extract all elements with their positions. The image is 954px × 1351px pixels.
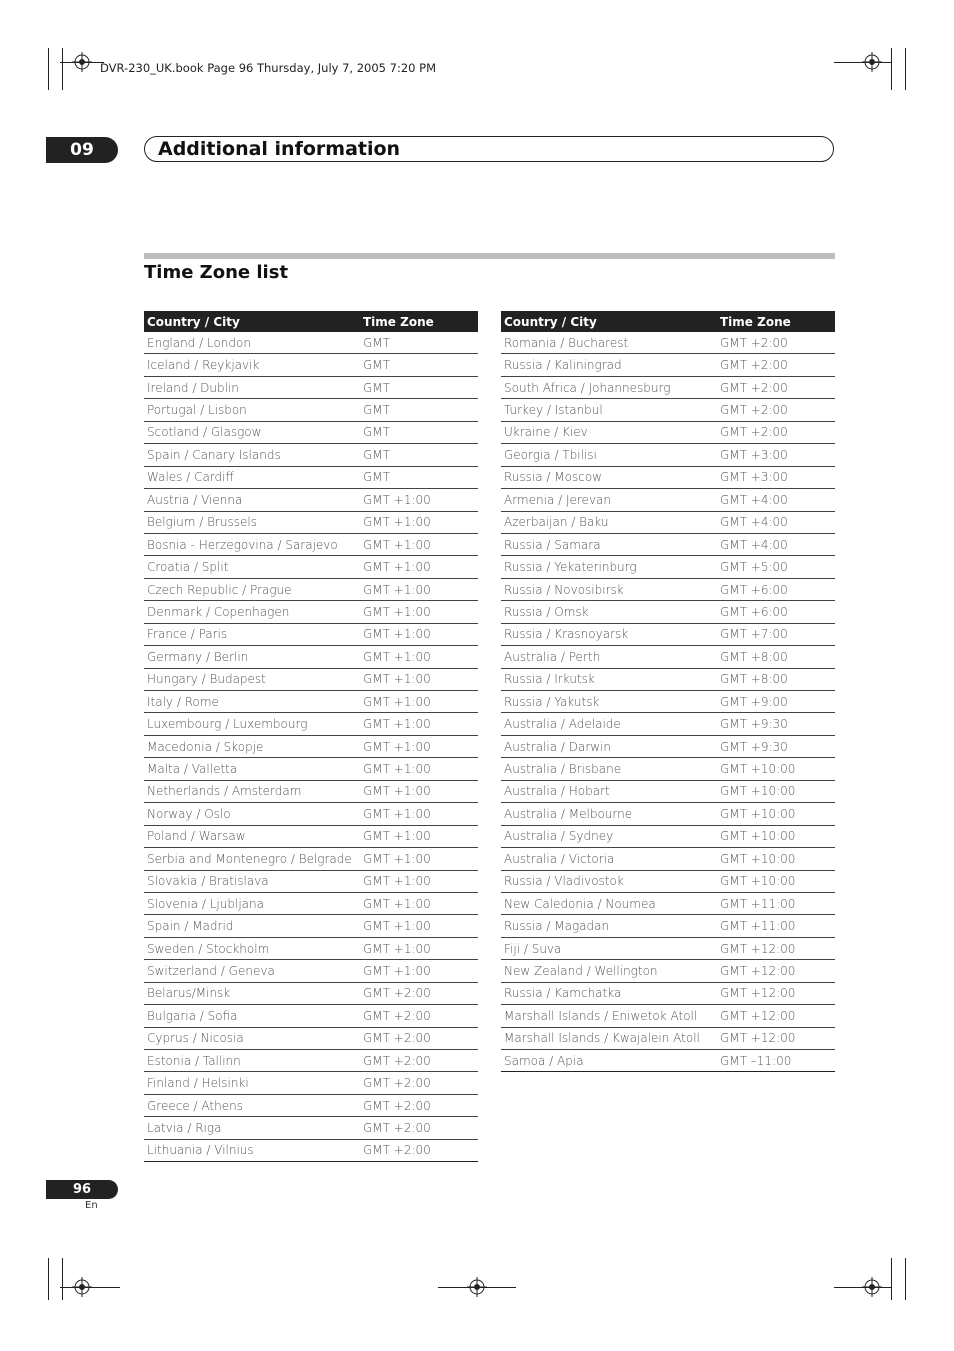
country-city-cell: Russia / Omsk [501,601,717,623]
country-city-cell: Finland / Helsinki [144,1072,360,1094]
country-city-cell: Hungary / Budapest [144,668,360,690]
country-city-cell: Wales / Cardiff [144,466,360,488]
time-zone-cell: GMT +1:00 [360,758,478,780]
time-zone-cell: GMT +1:00 [360,556,478,578]
table-row [144,354,478,376]
time-zone-cell: GMT +9:00 [717,691,835,713]
time-zone-cell: GMT +4:00 [717,489,835,511]
table-row [501,354,835,376]
table-row [144,332,478,354]
crop-mark [48,48,49,90]
country-city-cell: Scotland / Glasgow [144,421,360,443]
country-city-cell: Russia / Magadan [501,915,717,937]
table-row [501,870,835,892]
country-city-cell: Russia / Novosibirsk [501,578,717,600]
country-city-cell: Russia / Vladivostok [501,870,717,892]
time-zone-cell: GMT +1:00 [360,803,478,825]
country-city-cell: France / Paris [144,623,360,645]
country-city-cell: Czech Republic / Prague [144,578,360,600]
time-zone-cell: GMT +1:00 [360,713,478,735]
time-zone-cell: GMT +1:00 [360,646,478,668]
time-zone-cell: GMT +2:00 [717,376,835,398]
country-city-cell: Cyprus / Nicosia [144,1027,360,1049]
table-row [501,982,835,1004]
country-city-cell: Russia / Kamchatka [501,982,717,1004]
country-city-cell: Australia / Sydney [501,825,717,847]
table-row [144,915,478,937]
country-city-cell: Belarus/Minsk [144,982,360,1004]
time-zone-cell: GMT +2:00 [360,1072,478,1094]
time-zone-cell: GMT +1:00 [360,489,478,511]
chapter-title: Additional information [158,138,401,160]
country-city-cell: Malta / Valletta [144,758,360,780]
table-row [144,870,478,892]
table-row [501,691,835,713]
time-zone-cell: GMT +6:00 [717,578,835,600]
table-row [144,1050,478,1072]
registration-mark-icon [72,52,92,72]
time-zone-table-left [144,311,478,1162]
column-header-time-zone: Time Zone [360,311,478,332]
page-number-badge: 96 [46,1180,118,1199]
table-row [501,713,835,735]
crop-mark [62,48,63,90]
table-row [144,780,478,802]
registration-mark-icon [72,1277,92,1297]
table-row [144,646,478,668]
crop-mark [891,48,892,90]
time-zone-cell: GMT +12:00 [717,960,835,982]
country-city-cell: Latvia / Riga [144,1117,360,1139]
time-zone-cell: GMT +10:00 [717,848,835,870]
table-row [501,489,835,511]
table-row [501,578,835,600]
country-city-cell: Georgia / Tbilisi [501,444,717,466]
table-row [501,332,835,354]
country-city-cell: Serbia and Montenegro / Belgrade [144,848,360,870]
table-row [144,960,478,982]
table-row [501,623,835,645]
country-city-cell: Greece / Athens [144,1094,360,1116]
table-row [501,915,835,937]
time-zone-cell: GMT [360,332,478,354]
country-city-cell: Russia / Yekaterinburg [501,556,717,578]
crop-mark [891,1258,892,1300]
table-row [501,1005,835,1027]
table-row [144,466,478,488]
country-city-cell: Luxembourg / Luxembourg [144,713,360,735]
table-row [501,466,835,488]
country-city-cell: South Africa / Johannesburg [501,376,717,398]
table-row [501,668,835,690]
time-zone-cell: GMT +10:00 [717,758,835,780]
table-row [144,982,478,1004]
time-zone-cell: GMT +7:00 [717,623,835,645]
country-city-cell: Fiji / Suva [501,937,717,959]
chapter-title-box [144,136,834,162]
table-row [144,623,478,645]
table-row [144,803,478,825]
time-zone-cell: GMT +12:00 [717,1005,835,1027]
section-title: Time Zone list [144,262,289,283]
table-row [144,937,478,959]
country-city-cell: Samoa / Apia [501,1050,717,1072]
time-zone-cell: GMT +1:00 [360,623,478,645]
table-row [501,376,835,398]
time-zone-cell: GMT +11:00 [717,892,835,914]
country-city-cell: Germany / Berlin [144,646,360,668]
time-zone-cell: GMT +9:30 [717,735,835,757]
time-zone-cell: GMT +11:00 [717,915,835,937]
country-city-cell: Australia / Melbourne [501,803,717,825]
country-city-cell: Norway / Oslo [144,803,360,825]
table-row [144,601,478,623]
table-row [501,556,835,578]
time-zone-cell: GMT +1:00 [360,691,478,713]
time-zone-cell: GMT +2:00 [717,332,835,354]
table-row [501,1027,835,1049]
table-row [144,421,478,443]
country-city-cell: Slovenia / Ljubljana [144,892,360,914]
column-header-country-city: Country / City [501,311,717,332]
registration-mark-icon [862,1277,882,1297]
country-city-cell: Marshall Islands / Kwajalein Atoll [501,1027,717,1049]
table-row [144,1005,478,1027]
time-zone-cell: GMT +3:00 [717,444,835,466]
table-row [501,758,835,780]
time-zone-cell: GMT +2:00 [360,1005,478,1027]
country-city-cell: Turkey / Istanbul [501,399,717,421]
country-city-cell: Australia / Brisbane [501,758,717,780]
table-row [144,444,478,466]
time-zone-cell: GMT +1:00 [360,937,478,959]
table-row [144,1094,478,1116]
country-city-cell: Netherlands / Amsterdam [144,780,360,802]
time-zone-cell: GMT +12:00 [717,982,835,1004]
table-row [501,937,835,959]
time-zone-cell: GMT [360,444,478,466]
table-row [501,646,835,668]
country-city-cell: Austria / Vienna [144,489,360,511]
time-zone-cell: GMT +2:00 [360,1027,478,1049]
table-row [501,511,835,533]
time-zone-cell: GMT +1:00 [360,870,478,892]
table-row [501,533,835,555]
table-row [501,735,835,757]
country-city-cell: Poland / Warsaw [144,825,360,847]
time-zone-cell: GMT +4:00 [717,511,835,533]
country-city-cell: Iceland / Reykjavik [144,354,360,376]
country-city-cell: Macedonia / Skopje [144,735,360,757]
table-row [144,556,478,578]
country-city-cell: Australia / Darwin [501,735,717,757]
table-row [501,825,835,847]
chapter-number-badge: 09 [46,137,118,163]
crop-mark [905,48,906,90]
country-city-cell: Croatia / Split [144,556,360,578]
time-zone-cell: GMT +1:00 [360,780,478,802]
country-city-cell: Spain / Madrid [144,915,360,937]
time-zone-cell: GMT +8:00 [717,668,835,690]
time-zone-cell: GMT +10:00 [717,803,835,825]
country-city-cell: Denmark / Copenhagen [144,601,360,623]
time-zone-cell: GMT +8:00 [717,646,835,668]
country-city-cell: Australia / Perth [501,646,717,668]
time-zone-cell: GMT +1:00 [360,533,478,555]
country-city-cell: Bosnia - Herzegovina / Sarajevo [144,533,360,555]
country-city-cell: Russia / Irkutsk [501,668,717,690]
table-row [144,1117,478,1139]
table-body [501,332,835,1072]
country-city-cell: Ireland / Dublin [144,376,360,398]
time-zone-cell: GMT [360,466,478,488]
country-city-cell: Estonia / Tallinn [144,1050,360,1072]
registration-mark-icon [467,1277,487,1297]
time-zone-cell: GMT +12:00 [717,1027,835,1049]
table-header-row [501,311,835,332]
time-zone-cell: GMT [360,421,478,443]
country-city-cell: Australia / Adelaide [501,713,717,735]
time-zone-cell: GMT +1:00 [360,960,478,982]
time-zone-cell: GMT +5:00 [717,556,835,578]
column-header-time-zone: Time Zone [717,311,835,332]
table-row [144,376,478,398]
country-city-cell: Spain / Canary Islands [144,444,360,466]
time-zone-cell: GMT +2:00 [717,399,835,421]
table-row [144,533,478,555]
time-zone-cell: GMT +4:00 [717,533,835,555]
table-body [144,332,478,1162]
time-zone-cell: GMT +1:00 [360,735,478,757]
time-zone-cell: GMT +3:00 [717,466,835,488]
country-city-cell: Marshall Islands / Eniwetok Atoll [501,1005,717,1027]
time-zone-cell: GMT +1:00 [360,601,478,623]
table-row [501,803,835,825]
table-row [144,578,478,600]
time-zone-cell: GMT +1:00 [360,915,478,937]
time-zone-cell: GMT +1:00 [360,578,478,600]
table-row [501,421,835,443]
time-zone-cell: GMT [360,376,478,398]
table-row [501,601,835,623]
time-zone-cell: GMT +2:00 [717,354,835,376]
time-zone-cell: GMT +1:00 [360,825,478,847]
time-zone-cell: GMT +1:00 [360,848,478,870]
time-zone-cell: GMT [360,354,478,376]
table-row [501,1050,835,1072]
table-row [144,825,478,847]
table-row [144,1139,478,1161]
time-zone-cell: GMT +1:00 [360,511,478,533]
table-row [501,848,835,870]
country-city-cell: Switzerland / Geneva [144,960,360,982]
table-row [144,399,478,421]
country-city-cell: Romania / Bucharest [501,332,717,354]
table-row [144,848,478,870]
country-city-cell: Russia / Krasnoyarsk [501,623,717,645]
time-zone-cell: GMT +2:00 [360,982,478,1004]
table-row [501,399,835,421]
table-row [144,668,478,690]
table-row [501,444,835,466]
country-city-cell: Sweden / Stockholm [144,937,360,959]
table-row [501,960,835,982]
country-city-cell: Lithuania / Vilnius [144,1139,360,1161]
table-row [501,892,835,914]
country-city-cell: Australia / Victoria [501,848,717,870]
table-row [144,1027,478,1049]
table-header-row [144,311,478,332]
time-zone-cell: GMT +2:00 [717,421,835,443]
time-zone-cell: GMT –11:00 [717,1050,835,1072]
table-row [144,511,478,533]
time-zone-cell: GMT +10:00 [717,825,835,847]
section-divider [144,253,835,259]
country-city-cell: New Caledonia / Noumea [501,892,717,914]
table-row [144,758,478,780]
country-city-cell: Bulgaria / Sofia [144,1005,360,1027]
table-row [144,1072,478,1094]
page-language: En [85,1200,98,1211]
table-row [501,780,835,802]
country-city-cell: Russia / Yakutsk [501,691,717,713]
time-zone-cell: GMT +12:00 [717,937,835,959]
time-zone-cell: GMT +10:00 [717,870,835,892]
country-city-cell: Azerbaijan / Baku [501,511,717,533]
table-row [144,735,478,757]
country-city-cell: Italy / Rome [144,691,360,713]
country-city-cell: Portugal / Lisbon [144,399,360,421]
country-city-cell: Russia / Moscow [501,466,717,488]
table-row [144,713,478,735]
country-city-cell: New Zealand / Wellington [501,960,717,982]
print-slug: DVR-230_UK.book Page 96 Thursday, July 7, 2005 7:20 PM [100,61,436,75]
time-zone-cell: GMT +2:00 [360,1117,478,1139]
time-zone-table-right [501,311,835,1072]
country-city-cell: Armenia / Jerevan [501,489,717,511]
time-zone-cell: GMT +2:00 [360,1094,478,1116]
time-zone-cell: GMT +1:00 [360,668,478,690]
crop-mark [48,1258,49,1300]
table-row [144,691,478,713]
country-city-cell: Russia / Kaliningrad [501,354,717,376]
time-zone-cell: GMT [360,399,478,421]
table-row [144,489,478,511]
country-city-cell: Australia / Hobart [501,780,717,802]
crop-mark [905,1258,906,1300]
time-zone-cell: GMT +2:00 [360,1050,478,1072]
time-zone-cell: GMT +6:00 [717,601,835,623]
country-city-cell: Russia / Samara [501,533,717,555]
time-zone-cell: GMT +10:00 [717,780,835,802]
time-zone-cell: GMT +9:30 [717,713,835,735]
registration-mark-icon [862,52,882,72]
country-city-cell: England / London [144,332,360,354]
column-header-country-city: Country / City [144,311,360,332]
time-zone-cell: GMT +2:00 [360,1139,478,1161]
country-city-cell: Slovakia / Bratislava [144,870,360,892]
crop-mark [62,1258,63,1300]
country-city-cell: Belgium / Brussels [144,511,360,533]
country-city-cell: Ukraine / Kiev [501,421,717,443]
time-zone-cell: GMT +1:00 [360,892,478,914]
table-row [144,892,478,914]
